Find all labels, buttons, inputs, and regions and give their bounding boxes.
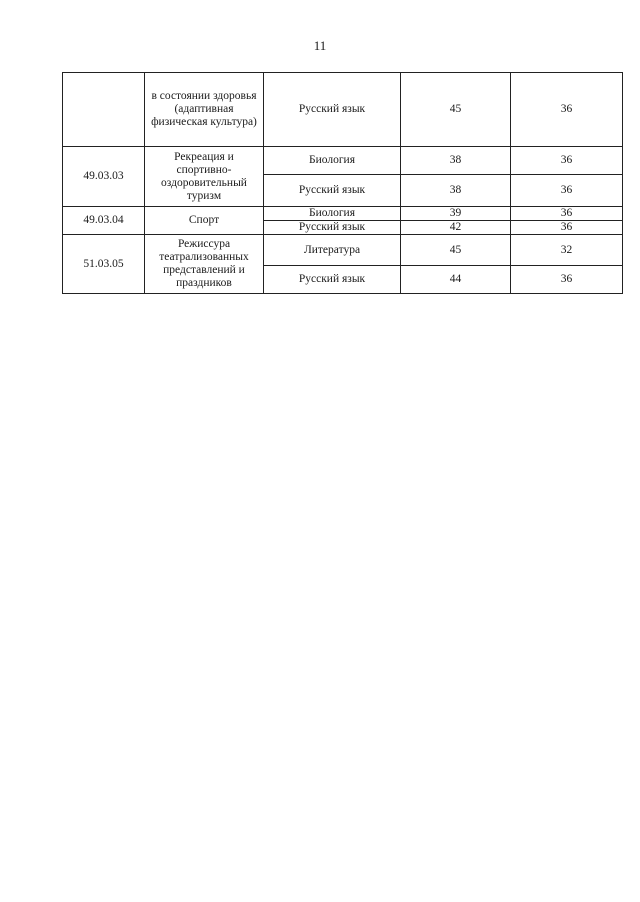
table-row bbox=[63, 147, 623, 175]
min-score-cell: 38 bbox=[401, 147, 511, 175]
table-row bbox=[63, 207, 623, 221]
subject-cell: Русский язык bbox=[264, 73, 401, 147]
program-cell: Режиссура театрализованных представлений и праздников bbox=[145, 235, 264, 294]
threshold-cell: 32 bbox=[511, 235, 623, 266]
min-score-cell: 38 bbox=[401, 175, 511, 207]
threshold-cell: 36 bbox=[511, 207, 623, 221]
program-cell: Спорт bbox=[145, 207, 264, 235]
admission-table bbox=[62, 72, 623, 294]
threshold-cell: 36 bbox=[511, 175, 623, 207]
subject-cell: Русский язык bbox=[264, 266, 401, 294]
subject-cell: Русский язык bbox=[264, 221, 401, 235]
program-cell: в состоянии здоровья (адаптивная физическая культура) bbox=[145, 73, 264, 147]
threshold-cell: 36 bbox=[511, 73, 623, 147]
threshold-cell: 36 bbox=[511, 221, 623, 235]
min-score-cell: 45 bbox=[401, 235, 511, 266]
threshold-cell: 36 bbox=[511, 147, 623, 175]
page-number: 11 bbox=[313, 38, 327, 53]
program-cell: Рекреация и спортивно-оздоровительный туризм bbox=[145, 147, 264, 207]
code-cell bbox=[63, 73, 145, 147]
subject-cell: Биология bbox=[264, 147, 401, 175]
table-row bbox=[63, 73, 623, 147]
table-row bbox=[63, 235, 623, 266]
code-cell: 51.03.05 bbox=[63, 235, 145, 294]
min-score-cell: 39 bbox=[401, 207, 511, 221]
code-cell: 49.03.04 bbox=[63, 207, 145, 235]
subject-cell: Биология bbox=[264, 207, 401, 221]
min-score-cell: 42 bbox=[401, 221, 511, 235]
code-cell: 49.03.03 bbox=[63, 147, 145, 207]
subject-cell: Литература bbox=[264, 235, 401, 266]
min-score-cell: 44 bbox=[401, 266, 511, 294]
subject-cell: Русский язык bbox=[264, 175, 401, 207]
threshold-cell: 36 bbox=[511, 266, 623, 294]
min-score-cell: 45 bbox=[401, 73, 511, 147]
